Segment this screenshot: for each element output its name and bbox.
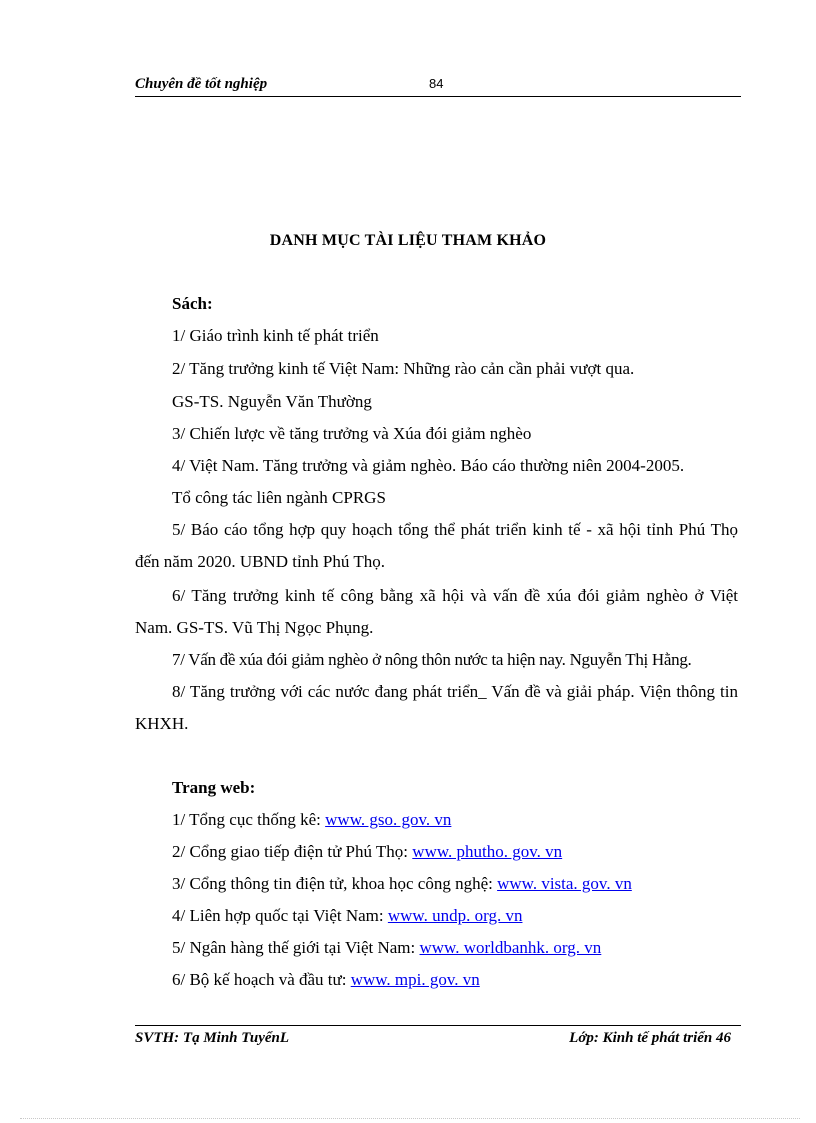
web-item-label: 4/ Liên hợp quốc tại Việt Nam:: [172, 906, 388, 925]
web-item-label: 1/ Tổng cục thống kê:: [172, 810, 326, 829]
web-item: [172, 810, 451, 830]
page-title: DANH MỤC TÀI LIỆU THAM KHẢO: [269, 232, 547, 249]
web-item: [172, 842, 562, 862]
web-item-label: 2/ Cổng giao tiếp điện tử Phú Thọ:: [172, 842, 413, 861]
book-item-2: 2/ Tăng trưởng kinh tế Việt Nam: Những rào cản cần phải vượt qua.: [172, 359, 635, 378]
web-item: [172, 938, 601, 958]
web-item: [172, 906, 522, 926]
web-item-label: 5/ Ngân hàng thế giới tại Việt Nam:: [172, 938, 420, 957]
web-item-label: 6/ Bộ kế hoạch và đầu tư:: [172, 970, 351, 989]
book-item-7: 7/ Vấn đề xúa đói giảm nghèo ở nông thôn nước ta hiện nay. Nguyễn Thị Hằng.: [172, 650, 692, 669]
web-link[interactable]: www. phutho. gov. vn: [412, 842, 563, 861]
page-header: [135, 76, 740, 96]
header-title: Chuyên đề tốt nghiệp: [135, 76, 268, 92]
books-heading: Sách:: [172, 294, 213, 313]
web-item-label: 3/ Cổng thông tin điện tử, khoa học công nghệ:: [172, 874, 498, 893]
web-item: [172, 874, 632, 894]
book-item-4: 4/ Việt Nam. Tăng trưởng và giảm nghèo. Báo cáo thường niên 2004-2005.: [172, 456, 685, 475]
book-item-8: 8/ Tăng trưởng với các nước đang phát triển_ Vấn đề và giải pháp. Viện thông tin KHXH.: [135, 682, 738, 733]
web-link[interactable]: www. undp. org. vn: [387, 906, 523, 925]
page-footer: [135, 1030, 741, 1050]
web-heading: Trang web:: [172, 778, 256, 797]
book-item-6: 6/ Tăng trưởng kinh tế công bằng xã hội và vấn đề xúa đói giảm nghèo ở Việt Nam. GS-TS. Vũ Thị Ngọc Phụng.: [135, 586, 738, 637]
header-rule: [135, 96, 741, 97]
web-link[interactable]: www. mpi. gov. vn: [350, 970, 480, 989]
page-number: 84: [429, 76, 444, 91]
page-edge-divider: [20, 1118, 800, 1119]
footer-rule: [135, 1025, 741, 1026]
book-item-3: 3/ Chiến lược về tăng trưởng và Xúa đói giảm nghèo: [172, 424, 532, 443]
book-item-2-author: GS-TS. Nguyễn Văn Thường: [172, 392, 372, 411]
footer-student: SVTH: Tạ Minh TuyểnL: [135, 1030, 290, 1046]
web-link[interactable]: www. gso. gov. vn: [325, 810, 452, 829]
footer-class: Lớp: Kinh tế phát triển 46: [569, 1030, 731, 1046]
book-item-1: 1/ Giáo trình kinh tế phát triển: [172, 326, 379, 345]
web-link[interactable]: www. vista. gov. vn: [497, 874, 632, 893]
web-item: [172, 970, 480, 990]
book-item-5: 5/ Báo cáo tổng hợp quy hoạch tổng thể phát triển kinh tế - xã hội tỉnh Phú Thọ đến năm 2020. UBND tỉnh Phú Thọ.: [135, 520, 738, 571]
book-item-4-author: Tổ công tác liên ngành CPRGS: [172, 488, 386, 507]
web-link[interactable]: www. worldbanhk. org. vn: [419, 938, 602, 957]
